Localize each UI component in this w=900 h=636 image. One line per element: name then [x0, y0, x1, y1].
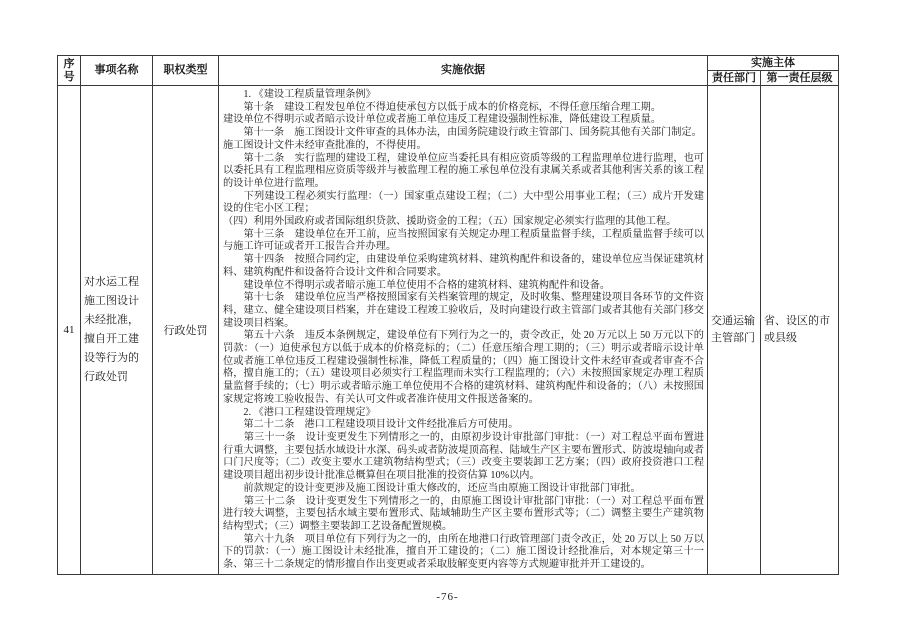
basis-paragraph: 第十一条 施工图设计文件审查的具体办法，由国务院建设行政主管部门、国务院其他有关部门制定。 — [223, 127, 702, 139]
basis-paragraph-list — [223, 89, 704, 572]
basis-paragraph: 2. 《港口工程建设管理规定》 — [223, 406, 376, 418]
header-implementation-subject: 实施主体 — [708, 56, 839, 71]
basis-paragraph: 施工图设计文件未经审查批准的，不得使用。 — [223, 139, 427, 151]
table-row — [58, 86, 839, 575]
basis-paragraph: 第三十二条 设计变更发生下列情形之一的，由原施工图设计审批部门审批：（一）对工程总平面布置进行较大调整，主要包括水域主要布置形式、陆域辅助生产区主要布置形式等；（二）调整主要生产建筑物结构型式；（三）调整主要装卸工艺设备配置规模。 — [223, 495, 704, 532]
header-implementation-basis: 实施依据 — [219, 56, 708, 86]
basis-paragraph: 第五十六条 违反本条例规定，建设单位有下列行为之一的，责令改正，处 20 万元以上 50 万元以下的罚款：（一）迫使承包方以低于成本的价格竞标的；（二）任意压缩合理工期的；（三）明示或者暗示设计单位或者施工单位违反工程建设强制性标准，降低工程质量的；（四）施工图设计文件未经审查或者审查不合格，擅自施工的；（五）建设项目必须实行工程监理而未实行工程监理的；（六）未按照国家规定办理工程质量监督手续的；（七）明示或者暗示施工单位使用不合格的建筑材料、建筑构配件和设备的；（八）未按照国家规定将竣工验收报告、有关认可文件或者准许使用文件报送备案的。 — [223, 330, 704, 405]
cell-first-responsibility-level: 省、设区的市或县级 — [761, 86, 839, 575]
basis-paragraph: 建设单位不得明示或者暗示施工单位使用不合格的建筑材料、建筑构配件和设备。 — [223, 279, 611, 291]
header-serial: 序号 — [58, 56, 81, 86]
cell-implementation-basis — [219, 86, 708, 575]
cell-item-name: 对水运工程施工图设计未经批准，擅自开工建设等行为的行政处罚 — [81, 86, 153, 575]
basis-paragraph: 第十七条 建设单位应当严格按照国家有关档案管理的规定，及时收集、整理建设项目各环节的文件资料，建立、健全建设项目档案，并在建设工程竣工验收后，及时向建设行政主管部门或者其他有关部门移交建设项目档案。 — [223, 292, 704, 329]
authority-items-table — [57, 55, 839, 575]
header-item-name: 事项名称 — [81, 56, 153, 86]
basis-paragraph: 第十四条 按照合同约定，由建设单位采购建筑材料、建筑构配件和设备的，建设单位应当保证建筑材料、建筑构配件和设备符合设计文件和合同要求。 — [223, 254, 704, 278]
page-number: -76- — [436, 591, 459, 603]
basis-paragraph: 第十条 建设工程发包单位不得迫使承包方以低于成本的价格竞标，不得任意压缩合理工期。 — [223, 101, 662, 113]
basis-paragraph: 第三十一条 设计变更发生下列情形之一的，由原初步设计审批部门审批：（一）对工程总平面布置进行重大调整，主要包括水域设计水深、码头或者防波堤顶高程、陆域生产区主要布置形式、防波堤轴向或者口门尺度等；（二）改变主要水工建筑物结构型式；（三）改变主要装卸工艺方案；（四）政府投资港口工程建设项目超出初步设计批准总概算但在项目批准的投资估算 10%以内。 — [223, 431, 704, 482]
basis-paragraph: 下列建设工程必须实行监理：（一）国家重点建设工程；（二）大中型公用事业工程；（三）成片开发建设的住宅小区工程； — [223, 190, 704, 215]
basis-paragraph: 第十二条 实行监理的建设工程，建设单位应当委托具有相应资质等级的工程监理单位进行监理，也可以委托具有工程监理相应资质等级并与被监理工程的施工承包单位没有隶属关系或者其他利害关系的该工程的设计单位进行监理。 — [223, 152, 704, 189]
basis-paragraph: （四）利用外国政府或者国际组织贷款、援助资金的工程；（五）国家规定必须实行监理的其他工程。 — [223, 216, 677, 228]
header-authority-type: 职权类型 — [153, 56, 219, 86]
header-responsible-department: 责任部门 — [708, 71, 761, 86]
basis-paragraph: 1. 《建设工程质量管理条例》 — [223, 89, 376, 100]
basis-paragraph: 第十三条 建设单位在开工前，应当按照国家有关规定办理工程质量监督手续，工程质量监督手续可以与施工许可证或者开工报告合并办理。 — [223, 228, 704, 253]
table-header — [58, 56, 839, 86]
basis-paragraph: 第六十九条 项目单位有下列行为之一的，由所在地港口行政管理部门责令改正，处 20 万以上 50 万以下的罚款：（一）施工图设计未经批准，擅自开工建设的；（二）施工图设计经批准后，对本规定第三十一条、第三十二条规定的情形擅自作出变更或者采取肢解变更内容等方式规避审批并开工建设的。 — [223, 533, 704, 571]
basis-paragraph: 前款规定的设计变更涉及施工图设计重大修改的，还应当由原施工图设计审批部门审批。 — [223, 482, 641, 494]
basis-paragraph: 第二十二条 港口工程建设项目设计文件经批准后方可使用。 — [223, 419, 519, 431]
cell-authority-type: 行政处罚 — [153, 86, 219, 575]
basis-paragraph: 建设单位不得明示或者暗示设计单位或者施工单位违反工程建设强制性标准，降低建设工程质量。 — [223, 114, 662, 126]
cell-responsible-department: 交通运输主管部门 — [708, 86, 761, 575]
cell-serial: 41 — [58, 86, 81, 575]
header-first-responsibility-level: 第一责任层级 — [761, 71, 839, 86]
